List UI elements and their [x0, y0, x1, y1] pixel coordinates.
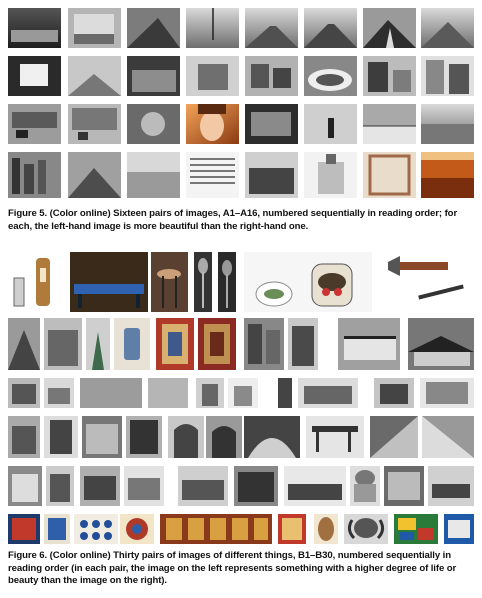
figure-6-photographs [8, 252, 474, 544]
fig6-row-1 [8, 252, 474, 312]
fig6-row-2 [8, 318, 474, 370]
figure-6-caption: Figure 6. (Color online) Thirty pairs of images of different things, B1–B30, numbered sequentially in reading order (in each pair, the image on the left represents something with a higher degree of life or beauty than the image on the right). [8, 550, 457, 587]
fig6-row-3 [8, 378, 474, 408]
figure-5-caption: Figure 5. (Color online) Sixteen pairs of images, A1–A16, numbered sequentially in reading order; for each, the left-hand image is more beautiful than the right-hand one. [8, 208, 458, 232]
fig6-row-6 [8, 514, 474, 544]
fig6-row-5 [8, 466, 474, 506]
figure-5-image-grid [8, 8, 474, 198]
fig5-row-3 [8, 104, 474, 144]
figure-6-image-grid [8, 252, 474, 544]
fig5-row-2 [8, 56, 474, 96]
figure-5-photographs [8, 8, 474, 198]
fig5-row-1 [8, 8, 474, 48]
fig6-row-4 [8, 416, 474, 458]
fig5-row-4 [8, 152, 474, 198]
